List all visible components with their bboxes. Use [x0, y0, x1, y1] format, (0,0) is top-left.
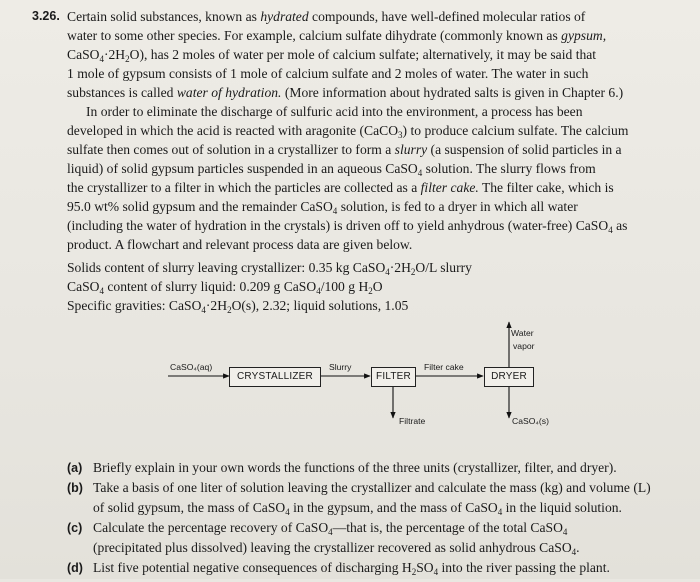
filter-cake-stream-label: Filter cake [424, 362, 464, 372]
part-text: Take a basis of one liter of solution leaving the crystallizer and calculate the mass (kg) and volume (L) [93, 480, 651, 495]
part-text: of solid gypsum, the mass of CaSO$_4$ in the gypsum, and the mass of CaSO$_4$ in the liquid solution. [93, 500, 622, 517]
statement-line: product. A flowchart and relevant process data are given below. [67, 237, 413, 252]
statement-line: water to some other species. For example, calcium sulfate dihydrate (commonly known as gypsum, [67, 28, 607, 43]
data-line: CaSO$_4$ content of slurry liquid: 0.209 g CaSO$_4$/100 g $H_2O$ [67, 279, 383, 296]
statement-line: liquid) of solid gypsum particles suspended in an aqueous CaSO$_4$ solution. The slurry flows from [67, 161, 596, 178]
statement-line: 95.0 wt% solid gypsum and the remainder CaSO$_4$ solution, is fed to a dryer in which all water [67, 199, 578, 216]
product-stream-label: CaSO₄(s) [512, 416, 549, 426]
part-text: (precipitated plus dissolved) leaving the crystallizer recovered as solid anhydrous CaSO$_4$. [93, 540, 580, 557]
statement-line: 1 mole of gypsum consists of 1 mole of calcium sulfate and 2 moles of water. The water in such [67, 66, 589, 81]
part-label: (c) [67, 521, 83, 535]
question-line [67, 558, 610, 582]
part-text: Briefly explain in your own words the functions of the three units (crystallizer, filter, and dryer). [93, 460, 617, 475]
feed-stream-label: CaSO₄(aq) [170, 362, 213, 372]
dryer-unit: DRYER [484, 367, 534, 387]
water-vapor-label: Water [511, 328, 534, 338]
statement-line: substances is called water of hydration. (More information about hydrated salts is given in Chapter 6.) [67, 85, 624, 100]
part-label: (d) [67, 561, 83, 575]
part-text: List five potential negative consequences of discharging $H_2SO_4$ into the river passing the plant. [93, 560, 610, 577]
filtrate-stream-label: Filtrate [399, 416, 426, 426]
statement-line: In order to eliminate the discharge of sulfuric acid into the environment, a process has been [86, 104, 583, 119]
statement-line: $CaSO_4\cdot 2H_2O$), has 2 moles of water per mole of calcium sulfate; alternatively, it may be said that [67, 47, 597, 64]
data-line: Specific gravities: $CaSO_4\cdot 2H_2O(s)$, 2.32; liquid solutions, 1.05 [67, 298, 409, 315]
part-label: (a) [67, 461, 83, 475]
filter-unit: FILTER [371, 367, 416, 387]
water-vapor-label-2: vapor [513, 341, 535, 351]
statement-line: the crystallizer to a filter in which the particles are collected as a filter cake. The filter cake, which is [67, 180, 614, 195]
data-line: Solids content of slurry leaving crystallizer: 0.35 kg $CaSO_4\cdot 2H_2O/L$ slurry [67, 260, 472, 277]
question-line [67, 458, 617, 478]
question-line [67, 478, 651, 498]
part-text: Calculate the percentage recovery of CaSO$_4$—that is, the percentage of the total CaSO$_4$ [93, 520, 568, 537]
statement-line: developed in which the acid is reacted with aragonite (CaCO$_3$) to produce calcium sulfate. The calcium [67, 123, 629, 140]
problem-number: 3.26. [32, 9, 60, 23]
part-label: (b) [67, 481, 83, 495]
statement-line: sulfate then comes out of solution in a crystallizer to form a slurry (a suspension of solid particles in a [67, 142, 622, 157]
slurry-stream-label: Slurry [329, 362, 352, 372]
statement-line: (including the water of hydration in the crystals) is driven off to yield anhydrous (water-free) CaSO$_4$ as [67, 218, 628, 235]
crystallizer-unit: CRYSTALLIZER [229, 367, 321, 387]
statement-line: Certain solid substances, known as hydrated compounds, have well-defined molecular ratios of [67, 9, 586, 24]
